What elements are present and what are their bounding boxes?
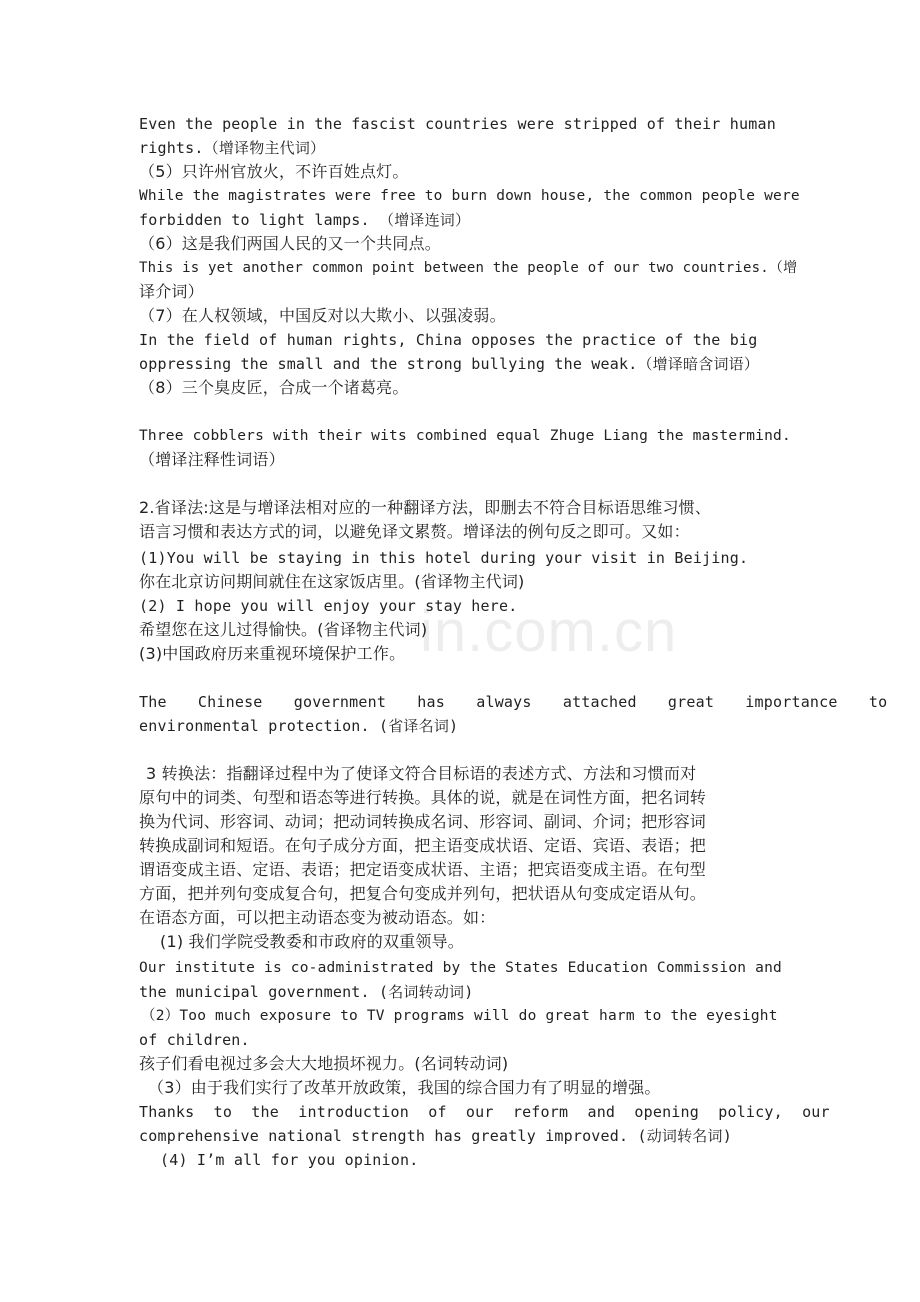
- text-line: The Chinese government has always attached great importance to: [139, 693, 888, 711]
- text-line: forbidden to light lamps. （增译连词）: [139, 211, 471, 229]
- text-line: Three cobblers with their wits combined equal Zhuge Liang the mastermind.: [139, 428, 791, 444]
- text-line: 2.省译法:这是与增译法相对应的一种翻译方法，即删去不符合目标语思维习惯、: [139, 498, 712, 517]
- text-line: （增译注释性词语）: [139, 450, 285, 469]
- text-line: （5）只许州官放火，不许百姓点灯。: [139, 162, 409, 181]
- text-line: 方面，把并列句变成复合句，把复合句变成并列句，把状语从句变成定语从句。: [139, 884, 707, 903]
- text-line: 译介词）: [139, 282, 204, 301]
- text-line: comprehensive national strength has greatly improved. (动词转名词): [139, 1127, 732, 1145]
- text-line: the municipal government. (名词转动词): [139, 983, 474, 1001]
- watermark: in.com.cn: [420, 599, 678, 664]
- text-line: Even the people in the fascist countries were stripped of their human: [139, 115, 776, 133]
- text-line: （3）由于我们实行了改革开放政策，我国的综合国力有了明显的增强。: [148, 1078, 661, 1097]
- text-line: 谓语变成主语、定语、表语；把定语变成状语、主语；把宾语变成主语。在句型: [139, 860, 707, 879]
- text-line: In the field of human rights, China opposes the practice of the big: [139, 331, 758, 349]
- text-line: （2）Too much exposure to TV programs will do great harm to the eyesight: [141, 1008, 778, 1024]
- text-line: 你在北京访问期间就住在这家饭店里。(省译物主代词): [139, 572, 525, 591]
- text-line: 希望您在这儿过得愉快。(省译物主代词): [139, 620, 428, 639]
- text-line: (2) I hope you will enjoy your stay here.: [139, 597, 518, 615]
- text-line: (1) 我们学院受教委和市政府的双重领导。: [160, 932, 464, 951]
- text-line: environmental protection. (省译名词): [139, 717, 459, 735]
- text-line: （8）三个臭皮匠，合成一个诸葛亮。: [139, 378, 409, 397]
- text-line: 3 转换法：指翻译过程中为了使译文符合目标语的表述方式、方法和习惯而对: [146, 764, 697, 783]
- text-line: 换为代词、形容词、动词；把动词转换成名词、形容词、副词、介词；把形容词: [139, 812, 707, 831]
- text-line: 在语态方面，可以把主动语态变为被动语态。如：: [139, 908, 496, 927]
- text-line: (4) I’m all for you opinion.: [160, 1151, 419, 1169]
- text-line: oppressing the small and the strong bullying the weak.（增译暗含词语）: [139, 355, 760, 373]
- text-line: (1)You will be staying in this hotel during your visit in Beijing.: [139, 549, 749, 567]
- text-line: 转换成副词和短语。在句子成分方面，把主语变成状语、定语、宾语、表语；把: [139, 836, 707, 855]
- text-line: （6）这是我们两国人民的又一个共同点。: [139, 234, 441, 253]
- text-line: (3)中国政府历来重视环境保护工作。: [139, 644, 406, 663]
- text-line: This is yet another common point between the people of our two countries.（增: [139, 260, 798, 276]
- text-line: （7）在人权领域，中国反对以大欺小、以强凌弱。: [139, 306, 506, 325]
- text-line: of children.: [139, 1031, 250, 1049]
- text-line: 语言习惯和表达方式的词，以避免译文累赘。增译法的例句反之即可。又如：: [139, 522, 690, 541]
- text-line: While the magistrates were free to burn down house, the common people were: [139, 188, 800, 204]
- text-line: 原句中的词类、句型和语态等进行转换。具体的说，就是在词性方面，把名词转: [139, 788, 707, 807]
- text-line: Our institute is co-administrated by the States Education Commission and: [139, 960, 782, 976]
- text-line: Thanks to the introduction of our reform and opening policy, our: [139, 1103, 830, 1121]
- text-line: rights.（增译物主代词）: [139, 139, 326, 157]
- text-line: 孩子们看电视过多会大大地损坏视力。(名词转动词): [139, 1054, 509, 1073]
